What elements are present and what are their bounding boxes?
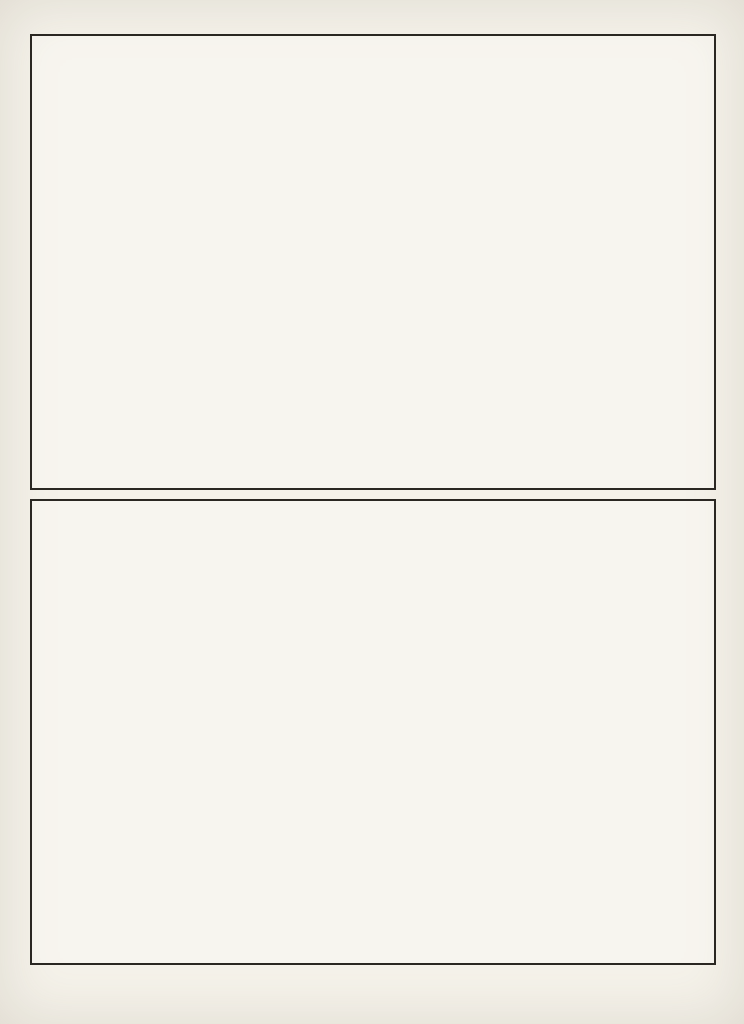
roster-table-top xyxy=(30,34,716,490)
roster-table-bottom xyxy=(30,499,716,965)
roster-tables xyxy=(30,34,716,965)
